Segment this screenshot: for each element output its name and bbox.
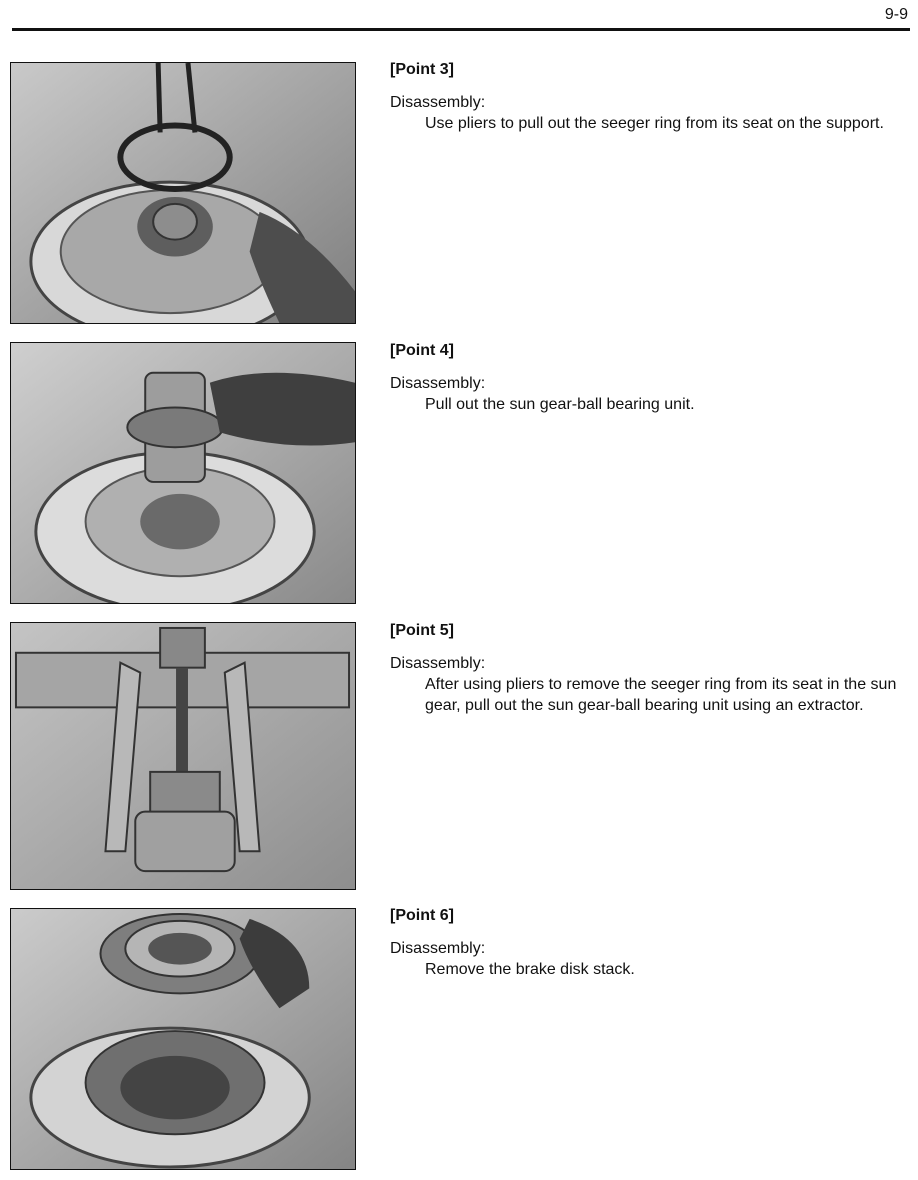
point-6-title: [Point 6] — [390, 907, 454, 924]
page-number: 9-9 — [884, 6, 908, 23]
point-3-label: Disassembly: — [390, 94, 486, 111]
header-rule — [12, 28, 910, 31]
point-6-instruction: Remove the brake disk stack. — [425, 961, 635, 978]
point-4-instruction: Pull out the sun gear-ball bearing unit. — [425, 396, 695, 413]
point-4-label: Disassembly: — [390, 375, 486, 392]
point-4-text-block — [390, 341, 910, 415]
point-3-text-block — [390, 60, 910, 134]
point-3-title: [Point 3] — [390, 61, 454, 78]
point-5-text-block — [390, 621, 910, 716]
point-3-instruction: Use pliers to pull out the seeger ring from its seat on the support. — [425, 115, 884, 132]
point-4-title: [Point 4] — [390, 342, 454, 359]
point-5-instruction: After using pliers to remove the seeger ring from its seat in the sun gear, pull out the sun gear-ball bearing unit using an extractor. — [425, 676, 897, 714]
point-4-photo — [10, 342, 356, 604]
extractor-photo-icon — [11, 623, 355, 889]
gear-housing-photo-icon — [11, 63, 355, 323]
point-6-label: Disassembly: — [390, 940, 486, 957]
point-6-photo — [10, 908, 356, 1170]
sun-gear-photo-icon — [11, 343, 355, 603]
point-5-title: [Point 5] — [390, 622, 454, 639]
brake-disk-photo-icon — [11, 909, 355, 1169]
point-3-photo — [10, 62, 356, 324]
point-5-photo — [10, 622, 356, 890]
point-5-label: Disassembly: — [390, 655, 486, 672]
point-6-text-block — [390, 906, 910, 980]
